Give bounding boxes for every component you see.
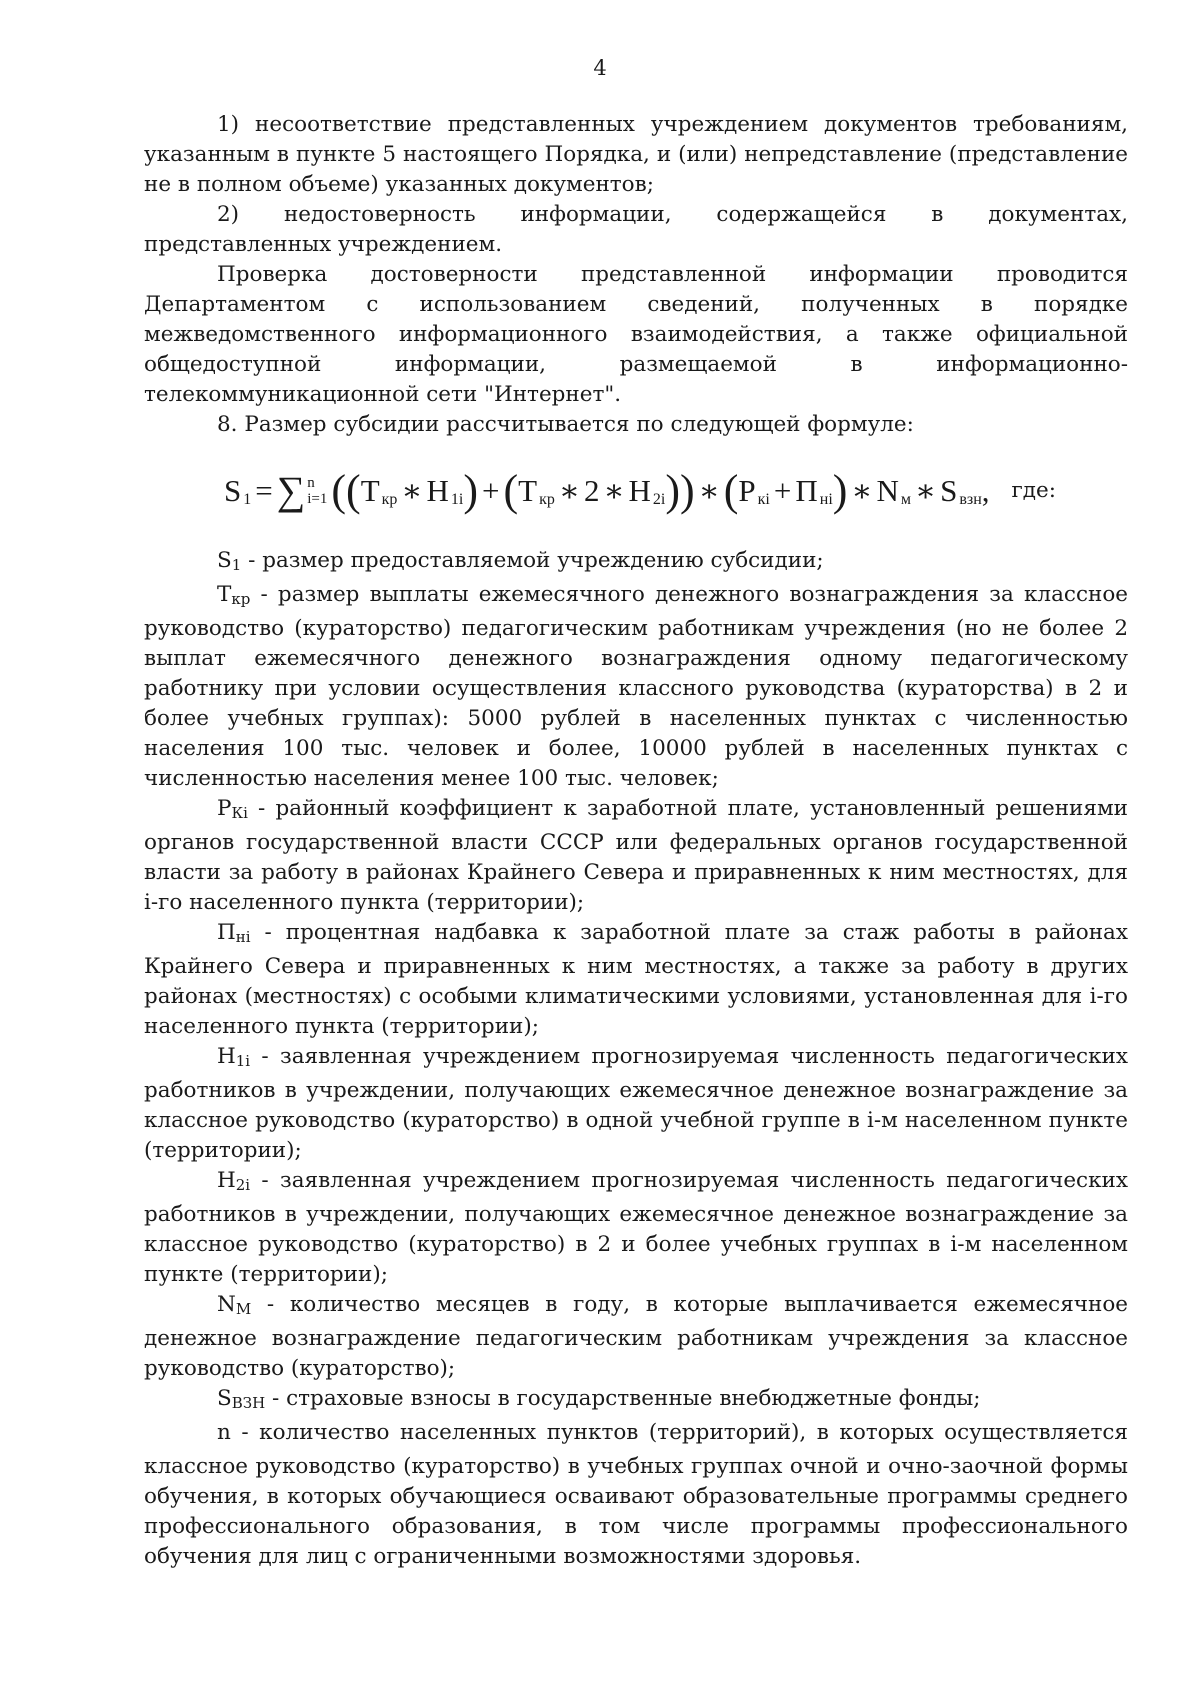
paragraph-verification: Проверка достоверности представленной информации проводится Департаментом с использованием сведений, полученных в порядке межведомственного информационного взаимодействия, а также официальной общедоступной информации, размещаемой в информационно-телекоммуникационной сети "Интернет".	[144, 262, 1128, 407]
formula-sum-bottom: i=1	[307, 491, 328, 507]
paragraph-item-1: 1) несоответствие представленных учреждением документов требованиям, указанным в пункте 5 настоящего Порядка, и (или) непредставление (представление не в полном объеме) указанных документов;	[144, 112, 1128, 197]
formula-s: S	[224, 473, 242, 508]
definition-symbol: Н	[217, 1044, 236, 1069]
formula-sv-sub: взн	[959, 491, 982, 508]
definition-symbol-sub: 1i	[235, 1052, 251, 1070]
document-body	[144, 110, 1128, 1572]
formula-t2: Т	[518, 473, 538, 508]
formula-s-sub: 1	[243, 491, 252, 508]
definition-symbol-sub: M	[235, 1300, 252, 1318]
formula-h2-sub: 2i	[652, 491, 666, 508]
definition-symbol: N	[217, 1292, 236, 1317]
formula-sum: ∑	[276, 468, 306, 513]
definition-symbol: n	[217, 1420, 231, 1445]
formula-r: Р	[738, 473, 756, 508]
definition-svzn	[144, 1384, 1128, 1418]
definition-symbol: Н	[217, 1168, 236, 1193]
definition-symbol-sub: 2i	[235, 1176, 251, 1194]
formula-where: где:	[1011, 478, 1057, 503]
definition-symbol-sub: кр	[231, 590, 251, 608]
definition-symbol: S	[217, 1386, 232, 1411]
formula-n: N	[876, 473, 899, 508]
definition-symbol: П	[217, 920, 236, 945]
formula-sum-top: n	[307, 475, 315, 491]
formula-p-sub: нi	[819, 491, 833, 508]
definition-nm	[144, 1290, 1128, 1384]
formula-n-sub: м	[900, 491, 912, 508]
definition-text: - количество населенных пунктов (территорий), в которых осуществляется классное руководство (кураторство) в учебных группах очной и очно-заочной формы обучения, в которых обучающиеся осваивают образовательные программы среднего профессионального образования, в том числе программы профессионального обучения для лиц с ограниченными возможностями здоровья.	[144, 1420, 1128, 1569]
definition-text: - количество месяцев в году, в которые выплачивается ежемесячное денежное вознаграждение педагогическим работникам учреждения за классное руководство (кураторство);	[144, 1292, 1128, 1381]
definition-rki	[144, 794, 1128, 918]
definition-symbol-sub: нi	[235, 928, 251, 946]
definition-h1i	[144, 1042, 1128, 1166]
formula-h2: Н	[628, 473, 651, 508]
definition-text: - страховые взносы в государственные внебюджетные фонды;	[265, 1386, 981, 1411]
definition-text: - заявленная учреждением прогнозируемая численность педагогических работников в учреждении, получающих ежемесячное денежное вознаграждение за классное руководство (кураторство) в одной учебной группе в i-м населенном пункте (территории);	[144, 1044, 1128, 1163]
definition-symbol: Р	[217, 796, 232, 821]
formula-sv: S	[940, 473, 958, 508]
definition-text: - районный коэффициент к заработной плате, установленный решениями органов государственной власти СССР или федеральных органов государственной власти за работу в районах Крайнего Севера и приравненных к ним местностях, для i-го населенного пункта (территории);	[144, 796, 1128, 915]
formula-sum-limits	[307, 475, 327, 507]
definition-symbol: S	[217, 548, 232, 573]
formula-t: Т	[360, 473, 380, 508]
formula-t-sub: кр	[381, 491, 398, 508]
definition-text: - процентная надбавка к заработной плате за стаж работы в районах Крайнего Севера и приравненных к ним местностях, а также за работу в других районах (местностях) с особыми климатическими условиями, установленная для i-го населенного пункта (территории);	[144, 920, 1128, 1039]
formula-p: П	[795, 473, 818, 508]
formula-t2-sub: кр	[539, 491, 555, 508]
definition-text: - размер выплаты ежемесячного денежного вознаграждения за классное руководство (кураторство) педагогическим работникам учреждения (но не более 2 выплат ежемесячного денежного вознаграждения одному педагогическому работнику при условии осуществления классного руководства (кураторства) в 2 и более учебных группах): 5000 рублей в населенных пунктах с численностью населения 100 тыс. человек и более, 10000 рублей в населенных пунктах с численностью населения менее 100 тыс. человек;	[144, 582, 1128, 791]
page-number: 4	[593, 56, 607, 80]
formula-h1: Н	[426, 473, 449, 508]
formula-two: 2	[583, 473, 600, 508]
definition-s1	[144, 546, 1128, 580]
definition-symbol: Т	[217, 582, 232, 607]
definition-text: - заявленная учреждением прогнозируемая численность педагогических работников в учреждении, получающих ежемесячное денежное вознаграждение за классное руководство (кураторство) в 2 и более учебных группах в i-м населенном пункте (территории);	[144, 1168, 1128, 1287]
definition-symbol-sub: 1	[231, 556, 242, 574]
paragraph-point-8: 8. Размер субсидии рассчитывается по следующей формуле:	[217, 412, 914, 437]
formula-eq: =	[255, 473, 273, 508]
formula-r-sub: кi	[757, 491, 770, 508]
definition-n	[144, 1418, 1128, 1572]
definition-text: - размер предоставляемой учреждению субсидии;	[241, 548, 824, 573]
paragraph-item-2: 2) недостоверность информации, содержащейся в документах, представленных учреждением.	[144, 202, 1128, 257]
definition-tkr	[144, 580, 1128, 794]
subsidy-formula: S 1 = ∑ n i=1 (( Т кр ∗ Н 1i ) + ( Т кр ∗ 2 ∗ Н 2i )) ∗ ( Р кi + П нi ) ∗ N м ∗ S взн , где:	[224, 466, 1057, 515]
formula-h1-sub: 1i	[450, 491, 464, 508]
definition-symbol-sub: Кi	[231, 804, 248, 822]
definition-h2i	[144, 1166, 1128, 1290]
definition-pni	[144, 918, 1128, 1042]
definition-symbol-sub: ВЗН	[231, 1394, 266, 1412]
